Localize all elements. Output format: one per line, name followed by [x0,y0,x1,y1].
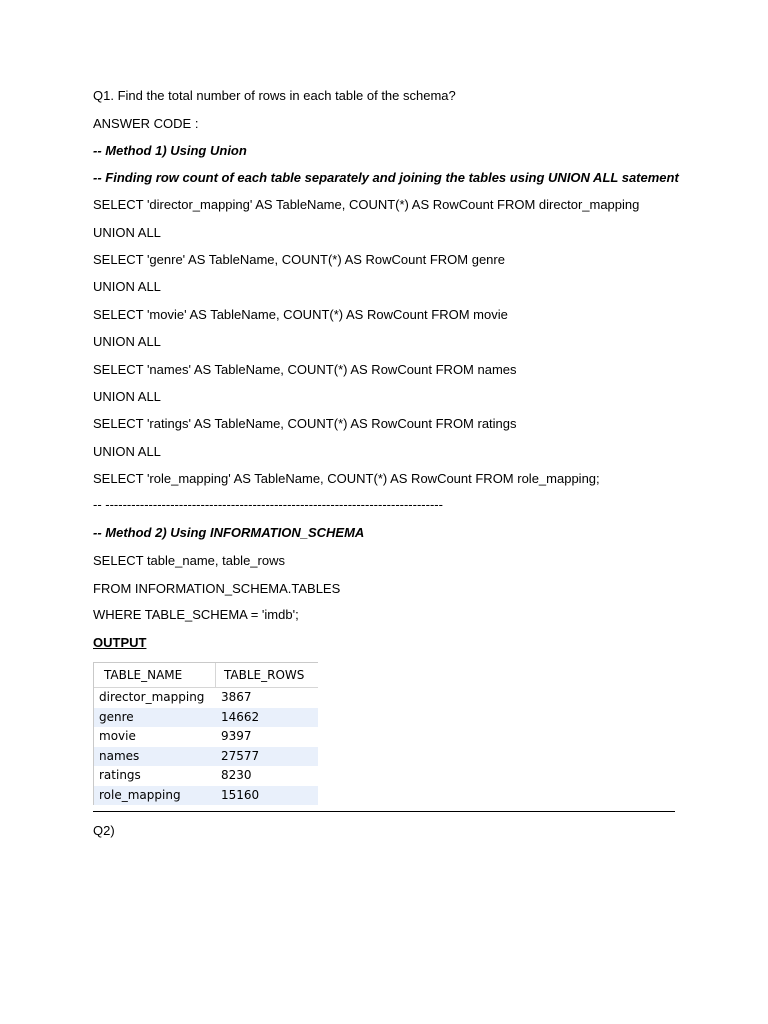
method1-title: -- Method 1) Using Union [93,143,247,158]
column-header-table-name: TABLE_NAME [94,663,216,687]
result-grid-header [94,663,318,688]
sql-line: SELECT 'director_mapping' AS TableName, COUNT(*) AS RowCount FROM director_mapping [93,197,640,212]
q1-heading: Q1. Find the total number of rows in each table of the schema? [93,88,456,103]
sql-line: UNION ALL [93,444,161,459]
table-rows-cell: 8230 [221,768,252,782]
table-rows-cell: 15160 [221,787,260,802]
table-name-cell: movie [99,729,136,743]
q2-heading: Q2) [93,823,115,838]
separator-comment: -- ------------------------------------------------------------------------------ [93,497,443,512]
sql-line: SELECT 'ratings' AS TableName, COUNT(*) AS RowCount FROM ratings [93,416,517,431]
table-name-cell: ratings [99,768,141,782]
table-row [94,766,318,786]
table-rows-cell: 14662 [221,709,260,724]
method2-title: -- Method 2) Using INFORMATION_SCHEMA [93,525,365,540]
table-rows-cell: 3867 [221,690,252,704]
sql-line: FROM INFORMATION_SCHEMA.TABLES [93,581,341,596]
sql-line: WHERE TABLE_SCHEMA = 'imdb'; [93,607,299,622]
table-name-cell: role_mapping [99,787,181,802]
table-row [94,688,318,708]
table-row [94,708,318,728]
column-header-table-rows: TABLE_ROWS [224,668,305,682]
horizontal-rule [93,811,675,812]
table-name-cell: director_mapping [99,690,205,704]
table-rows-cell: 9397 [221,729,252,743]
sql-line: UNION ALL [93,225,161,240]
sql-line: UNION ALL [93,334,161,349]
output-label: OUTPUT [93,635,147,650]
sql-line: UNION ALL [93,279,161,294]
sql-line: SELECT 'movie' AS TableName, COUNT(*) AS RowCount FROM movie [93,307,508,322]
answer-code-label: ANSWER CODE : [93,116,199,131]
table-row [94,747,318,767]
sql-line: SELECT 'names' AS TableName, COUNT(*) AS RowCount FROM names [93,362,517,377]
sql-line: SELECT 'genre' AS TableName, COUNT(*) AS RowCount FROM genre [93,252,505,267]
table-row [94,786,318,806]
table-name-cell: genre [99,709,134,724]
sql-line: SELECT 'role_mapping' AS TableName, COUNT(*) AS RowCount FROM role_mapping; [93,471,600,486]
table-rows-cell: 27577 [221,748,260,763]
result-grid-screenshot [93,662,318,805]
table-name-cell: names [99,748,140,763]
method1-note: -- Finding row count of each table separately and joining the tables using UNION ALL satement [93,170,679,185]
sql-line: SELECT table_name, table_rows [93,553,285,568]
table-row [94,727,318,747]
sql-line: UNION ALL [93,389,161,404]
